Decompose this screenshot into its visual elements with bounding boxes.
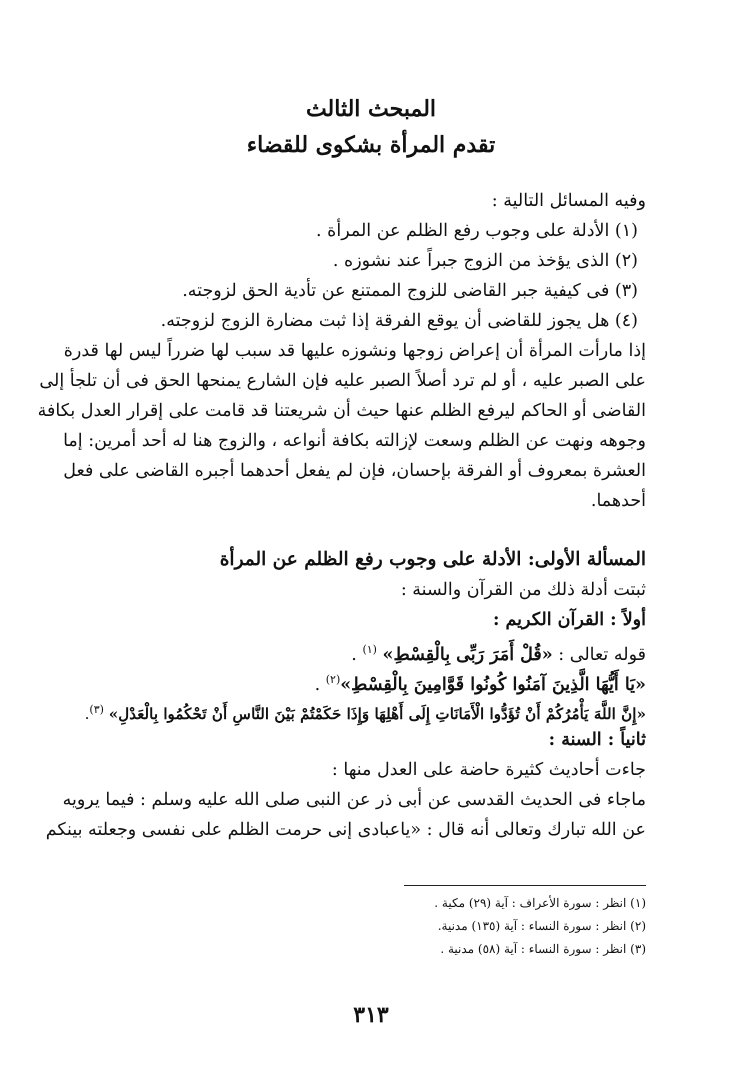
paragraph-line: إذا مارأت المرأة أن إعراض زوجها ونشوزه عليها قد سبب لها ضرراً ليس لها قدرة [63,341,646,361]
verse-prefix: قوله تعالى : [552,644,646,665]
page-number: ٣١٣ [353,1002,389,1028]
verse-end: . [84,705,90,724]
verse-line-2 [96,665,646,695]
issue-one-section [45,545,646,845]
hadith-line: ماجاء فى الحديث القدسى عن أبى ذر عن النبى صلى الله عليه وسلم : فيما يرويه [62,790,646,810]
footnote-ref: (٣) [89,703,104,716]
paragraph-line: العشرة بمعروف أو الفرقة بإحسان، فإن لم يفعل أحدهما أجبره القاضى على فعل [63,461,646,481]
verse-text: «قُلْ أَمَرَ رَبِّى بِالْقِسْطِ» [382,644,553,665]
footnotes [96,892,646,961]
footnote-item: (٣) انظر : سورة النساء : آية (٥٨) مدنية . [440,942,646,956]
verse-text: «يَا أَيُّهَا الَّذِينَ آمَنُوا كُونُوا قَوَّامِينَ بِالْقِسْطِ» [340,674,646,695]
verse-end: . [314,674,326,695]
sunnah-heading: ثانياً : السنة : [548,730,646,750]
verse-line-1 [96,635,646,665]
paragraph-line: على الصبر عليه ، أو لم ترد أصلاً الصبر عليه فإن الشارع يمنحها الحق فى أن تلجأ إلى [39,371,646,391]
footnote-ref: (٢) [325,673,341,686]
intro-section [37,186,646,516]
paragraph-line: أحدهما. [590,491,646,511]
verse-end: . [351,644,363,665]
verse-text: «إِنَّ اللَّهَ يَأْمُرُكُمْ أَنْ تُؤَدُّوا الْأَمَانَاتِ إِلَى أَهْلِهَا وَإِذَا حَكَمْتُمْ بَيْنَ النَّاسِ أَنْ تَحْكُمُوا بِالْعَدْلِ» [108,705,646,724]
intro-lead: وفيه المسائل التالية : [491,191,646,211]
issue-list-item: (٤) هل يجوز للقاضى أن يوقع الفرقة إذا ثبت مضارة الزوج لزوجته. [160,311,638,331]
issue-list-item: (٣) فى كيفية جبر القاضى للزوج الممتنع عن تأدية الحق لزوجته. [182,281,638,301]
footnote-ref: (١) [362,643,377,656]
chapter-subtitle: تقدم المرأة بشكوى للقضاء [246,132,496,158]
footnote-item: (٢) انظر : سورة النساء : آية (١٣٥) مدنية. [437,919,646,933]
paragraph-line: وجوهه ونهت عن الظلم وسعت لإزالته بكافة أنواعه ، والزوج هنا له أحد أمرين: إما [63,431,646,451]
issue-one-lead: ثبتت أدلة ذلك من القرآن والسنة : [400,580,646,600]
sunnah-lead: جاءت أحاديث كثيرة حاضة على العدل منها : [331,760,646,780]
hadith-line: عن الله تبارك وتعالى أنه قال : «ياعبادى إنى حرمت الظلم على نفسى وجعلته بينكم [45,820,646,840]
chapter-title: المبحث الثالث [305,96,437,122]
verse-line-3 [84,695,646,725]
footnote-divider [404,885,646,886]
footnote-item: (١) انظر : سورة الأعراف : آية (٢٩) مكية . [434,896,646,910]
issue-one-title: المسألة الأولى: الأدلة على وجوب رفع الظلم عن المرأة [219,549,646,570]
quran-heading: أولاً : القرآن الكريم : [492,610,646,630]
paragraph-line: القاضى أو الحاكم ليرفع الظلم عنها حيث أن شريعتنا قد قامت على إقرار العدل بكافة [37,401,646,421]
issue-list-item: (٢) الذى يؤخذ من الزوج جبراً عند نشوزه . [332,251,638,271]
issue-list-item: (١) الأدلة على وجوب رفع الظلم عن المرأة . [316,221,638,241]
